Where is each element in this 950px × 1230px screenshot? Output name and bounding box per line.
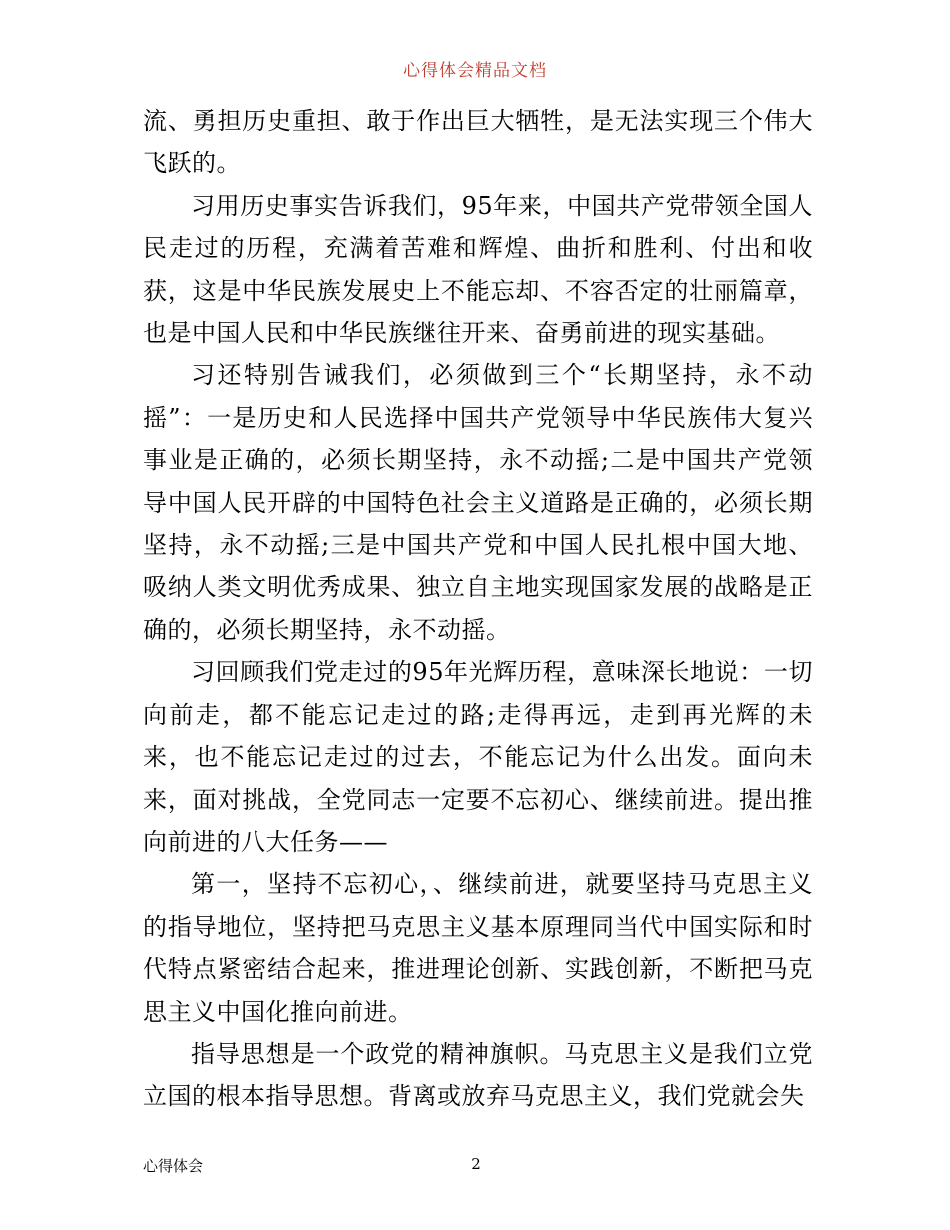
document-body bbox=[143, 100, 813, 1118]
paragraph-1: 流、勇担历史重担、敢于作出巨大牺牲，是无法实现三个伟大飞跃的。 bbox=[143, 107, 813, 178]
paragraph-5: 第一，坚持不忘初心，、继续前进，就要坚持马克思主义的指导地位，坚持把马克思主义基本原理同当代中国实际和时代特点紧密结合起来，推进理论创新、实践创新，不断把马克思主义中国化推向前进。 bbox=[143, 870, 813, 1026]
paragraph-3: 习还特别告诫我们，必须做到三个“长期坚持，永不动摇”：一是历史和人民选择中国共产党领导中华民族伟大复兴事业是正确的，必须长期坚持，永不动摇;二是中国共产党领导中国人民开辟的中国特色社会主义道路是正确的，必须长期坚持，永不动摇;三是中国共产党和中国人民扎根中国大地、吸纳人类文明优秀成果、独立自主地实现国家发展的战略是正确的，必须长期坚持，永不动摇。 bbox=[143, 361, 813, 644]
document-header-title: 心得体会精品文档 bbox=[403, 61, 547, 81]
page-number: 2 bbox=[471, 1155, 481, 1173]
paragraph-2: 习用历史事实告诉我们，95年来，中国共产党带领全国人民走过的历程，充满着苦难和辉煌、曲折和胜利、付出和收获，这是中华民族发展史上不能忘却、不容否定的壮丽篇章，也是中国人民和中华民族继往开来、奋勇前进的现实基础。 bbox=[143, 191, 813, 348]
document-footer bbox=[0, 1155, 950, 1179]
paragraph-4: 习回顾我们党走过的95年光辉历程，意味深长地说：一切向前走，都不能忘记走过的路;走得再远，走到再光辉的未来，也不能忘记走过的过去，不能忘记为什么出发。面向未来，面对挑战，全党同志一定要不忘初心、继续前进。提出推向前进的八大任务—— bbox=[143, 658, 813, 856]
paragraph-6: 指导思想是一个政党的精神旗帜。马克思主义是我们立党立国的根本指导思想。背离或放弃马克思主义，我们党就会失 bbox=[143, 1039, 813, 1111]
footer-label: 心得体会 bbox=[143, 1157, 204, 1175]
